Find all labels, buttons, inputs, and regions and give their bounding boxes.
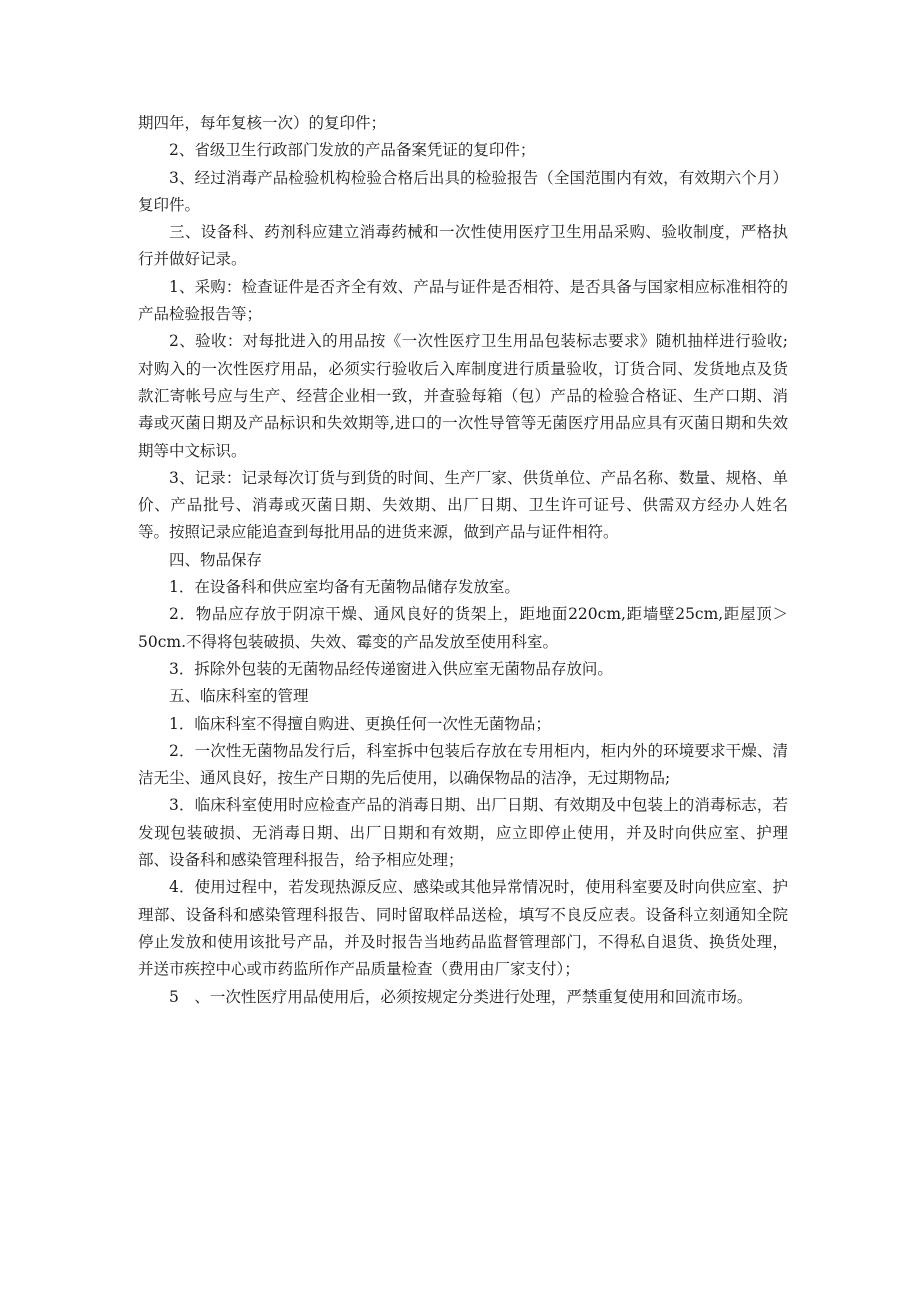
document-body	[138, 110, 788, 1011]
paragraph-storage-3: 3．拆除外包装的无菌物品经传递窗进入供应室无菌物品存放问。	[169, 659, 613, 678]
paragraph-clinical-5: 5 、一次性医疗用品使用后，必须按规定分类进行处理，严禁重复使用和回流市场。	[169, 987, 753, 1006]
paragraph-records: 3、记录：记录每次订货与到货的时间、生产厂家、供货单位、产品名称、数量、规格、单价、产品批号、消毒或灭菌日期、失效期、出厂日期、卫生许可证号、供需双方经办人姓名等。按照记录应能追查到每批用品的进货来源，做到产品与证件相符。	[138, 468, 788, 542]
paragraph-acceptance: 2、验收：对每批进入的用品按《一次性医疗卫生用品包装标志要求》随机抽样进行验收;对购入的一次性医疗用品，必须实行验收后入库制度进行质量验收，订货合同、发货地点及货款汇寄帐号应与生产、经营企业相一致，并查验每箱（包）产品的检验合格证、生产口期、消毒或灭菌日期及产品标识和失效期等,进口的一次性导管等无菌医疗用品应具有灭菌日期和失效期等中文标识。	[138, 332, 788, 460]
paragraph-clinical-3: 3．临床科室使用时应检查产品的消毒日期、出厂日期、有效期及中包装上的消毒标志，若发现包装破损、无消毒日期、出厂日期和有效期，应立即停止使用，并及时向供应室、护理部、设备科和感染管理科报告，给予相应处理；	[138, 796, 788, 870]
section-heading-5: 五、临床科室的管理	[169, 687, 309, 706]
paragraph-item-2: 2、省级卫生行政部门发放的产品备案凭证的复印件；	[169, 141, 536, 160]
paragraph-procurement: 1、采购：检查证件是否齐全有效、产品与证件是否相符、是否具备与国家相应标准相符的产品检验报告等；	[138, 277, 788, 324]
paragraph-clinical-1: 1．临床科室不得擅自购进、更换任何一次性无菌物品；	[169, 714, 551, 733]
paragraph-continuation: 期四年，每年复核一次）的复印件；	[138, 114, 387, 132]
paragraph-clinical-4: 4．使用过程中，若发现热源反应、感染或其他异常情况时，使用科室要及时向供应室、护理部、设备科和感染管理科报告、同时留取样品送检，填写不良反应表。设备科立刻通知全院停止发放和使用该批号产品，并及时报告当地药品监督管理部门，不得私自退货、换货处理，并送市疾控中心或市药监所作产品质量检查（费用由厂家支付）；	[138, 878, 788, 979]
paragraph-clinical-2: 2．一次性无菌物品发行后，科室拆中包装后存放在专用柜内，柜内外的环境要求干燥、清洁无尘、通风良好，按生产日期的先后使用，以确保物品的洁净，无过期物品;	[138, 741, 788, 788]
paragraph-storage-1: 1．在设备科和供应室均备有无菌物品储存发放室。	[169, 578, 520, 597]
paragraph-item-3: 3、经过消毒产品检验机构检验合格后出具的检验报告（全国范围内有效，有效期六个月）复印件。	[138, 168, 788, 214]
section-heading-4: 四、物品保存	[169, 550, 263, 569]
section-heading-3: 三、设备科、药剂科应建立消毒药械和一次性使用医疗卫生用品采购、验收制度，严格执行并做好记录。	[138, 223, 788, 269]
paragraph-storage-2: 2．物品应存放于阴凉干燥、通风良好的货架上，距地面220cm,距墙壁25cm,距屋顶＞50cm.不得将包装破损、失效、霉变的产品发放至使用科室。	[138, 605, 788, 651]
